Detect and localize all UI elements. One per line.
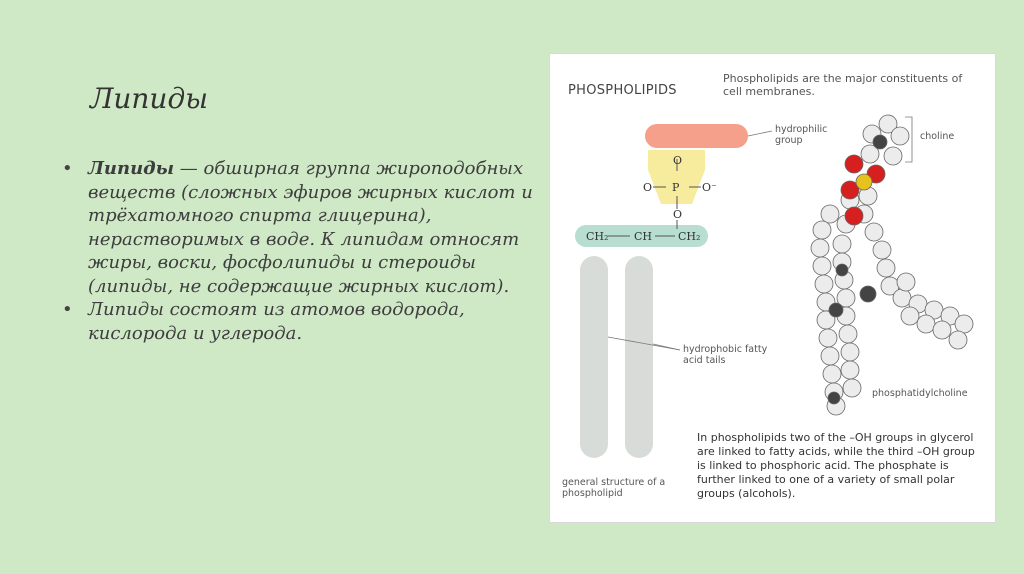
atom-o-top: O — [673, 154, 683, 167]
figure-note: In phospholipids two of the –OH groups in glycerol are linked to fatty acids, while the third –OH group is linked to phosphoric acid. The phosphate is further linked to one of a variety of small polar groups (alcohols). — [697, 431, 975, 500]
atom-o-left: O — [643, 181, 653, 194]
phosphatidylcholine-model — [811, 115, 973, 415]
hydrophilic-head — [645, 124, 748, 148]
bullet-text: — обширная группа жироподобных веществ (сложных эфиров жирных кислот и трёхатомного спирта глицерина), нерастворимых в воде. К липидам относят жиры, воски, фосфолипиды и стероиды (липиды, не содержащие жирных кислот). — [88, 158, 533, 297]
slide-title: Липиды — [90, 82, 209, 115]
general-structure-label: general structure of a phospholipid — [562, 477, 666, 499]
ch2-left: CH₂ — [586, 230, 609, 243]
phosphatidylcholine-label: phosphatidylcholine — [872, 388, 968, 399]
bullet-item — [62, 298, 552, 345]
hydrophilic-label: hydrophilic group — [775, 124, 828, 146]
fatty-acid-tail — [625, 256, 653, 458]
bullet-term: Липиды — [88, 158, 175, 179]
fatty-acid-tail — [580, 256, 608, 458]
phospholipid-figure — [549, 53, 996, 523]
bullet-list — [62, 157, 552, 345]
hydrophobic-label: hydrophobic fatty acid tails — [683, 344, 768, 366]
bullet-text: Липиды состоят из атомов водорода, кислорода и углерода. — [88, 299, 465, 344]
figure-description: Phospholipids are the major constituents of cell membranes. — [723, 72, 963, 98]
ch2-right: CH₂ — [678, 230, 701, 243]
atom-o-bottom: O — [673, 208, 683, 221]
ch-center: CH — [634, 230, 653, 243]
atom-o-right: O⁻ — [702, 181, 717, 194]
atom-p: P — [672, 181, 680, 194]
bullet-item — [62, 157, 552, 298]
figure-title: PHOSPHOLIPIDS — [568, 83, 677, 98]
choline-label: choline — [920, 131, 955, 142]
